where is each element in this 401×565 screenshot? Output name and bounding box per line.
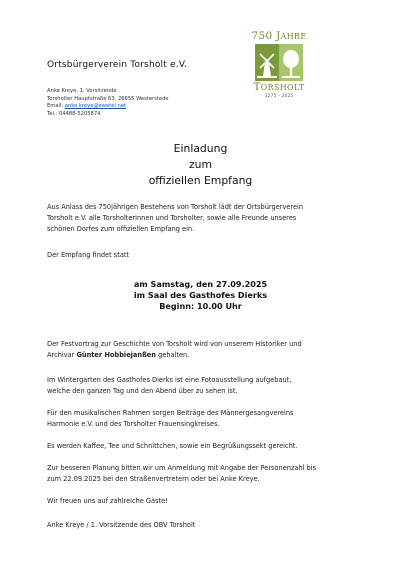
event-details xyxy=(0,279,401,313)
reception-intro: Der Empfang findet statt xyxy=(47,251,130,259)
closing-line: Wir freuen uns auf zahlreiche Gäste! xyxy=(47,497,168,505)
music-paragraph: Für den musikalischen Rahmen sorgen Beiträge des Männergesangvereins Harmonie e.V. und des Torsholter Frauensingkreises. xyxy=(47,409,294,429)
event-venue: im Saal des Gasthofes Dierks xyxy=(133,290,268,301)
sender-address xyxy=(47,88,169,118)
refreshments-paragraph: Es werden Kaffee, Tee und Schnittchen, sowie ein Begrüßungssekt gereicht. xyxy=(47,442,298,450)
email-label: Email: xyxy=(47,103,65,110)
intro-paragraph: Aus Anlass des 750jährigen Bestehens von Torsholt lädt der Ortsbürgerverein Torsholt e.V. alle Torsholterinnen und Torsholter, sowie alle Freunde unseres schönen Dorfes zum offiziellen Empfang ein. xyxy=(47,203,304,234)
heading-line-3: offiziellen Empfang xyxy=(148,174,253,188)
logo-title: 750 JAHRE xyxy=(251,30,307,42)
sender-street: Torsholter Hauptstraße 63, 26655 Westerstede xyxy=(47,95,169,102)
logo-name: TORSHOLT xyxy=(253,81,305,93)
invitation-heading xyxy=(0,141,401,190)
lecture-paragraph: Der Festvortrag zur Geschichte von Torsholt wird von unserem Historiker und Archivar Günter Hobbiejanßen gehalten. xyxy=(47,340,302,360)
heading-line-2: zum xyxy=(188,158,213,172)
anniversary-logo xyxy=(248,30,310,102)
event-date: am Samstag, den 27.09.2025 xyxy=(133,279,268,289)
logo-emblem xyxy=(255,44,303,81)
sender-phone: Tel.: 04488-5205874 xyxy=(47,110,101,117)
registration-paragraph: Zur besseren Planung bitten wir um Anmeldung mit Angabe der Personenzahl bis zum 22.09.2025 bei den Straßenvertretern oder bei Anke Kreye. xyxy=(47,464,317,484)
logo-tree-panel xyxy=(279,44,303,81)
sender-email-line xyxy=(47,103,169,111)
event-time: Beginn: 10.00 Uhr xyxy=(159,301,242,312)
email-link[interactable]: anke.kreye@ewetel.net xyxy=(64,103,127,110)
logo-years: 1275 – 2025 xyxy=(264,94,294,99)
historian-name: Günter Hobbiejanßen xyxy=(76,351,156,360)
logo-windmill-panel xyxy=(255,44,279,81)
heading-line-1: Einladung xyxy=(173,142,228,155)
tree-icon xyxy=(279,44,303,81)
signature-line: Anke Kreye / 1. Vorsitzende des OBV Torsholt xyxy=(47,521,196,529)
sender-name: Anke Kreye, 1. Vorsitzende xyxy=(47,88,117,94)
exhibition-paragraph: Im Wintergarten des Gasthofes Dierks ist eine Fotoausstellung aufgebaut, welche den ganzen Tag und den Abend über zu sehen ist. xyxy=(47,376,292,396)
windmill-icon xyxy=(255,44,279,81)
organization-name: Ortsbürgerverein Torsholt e.V. xyxy=(47,60,188,70)
